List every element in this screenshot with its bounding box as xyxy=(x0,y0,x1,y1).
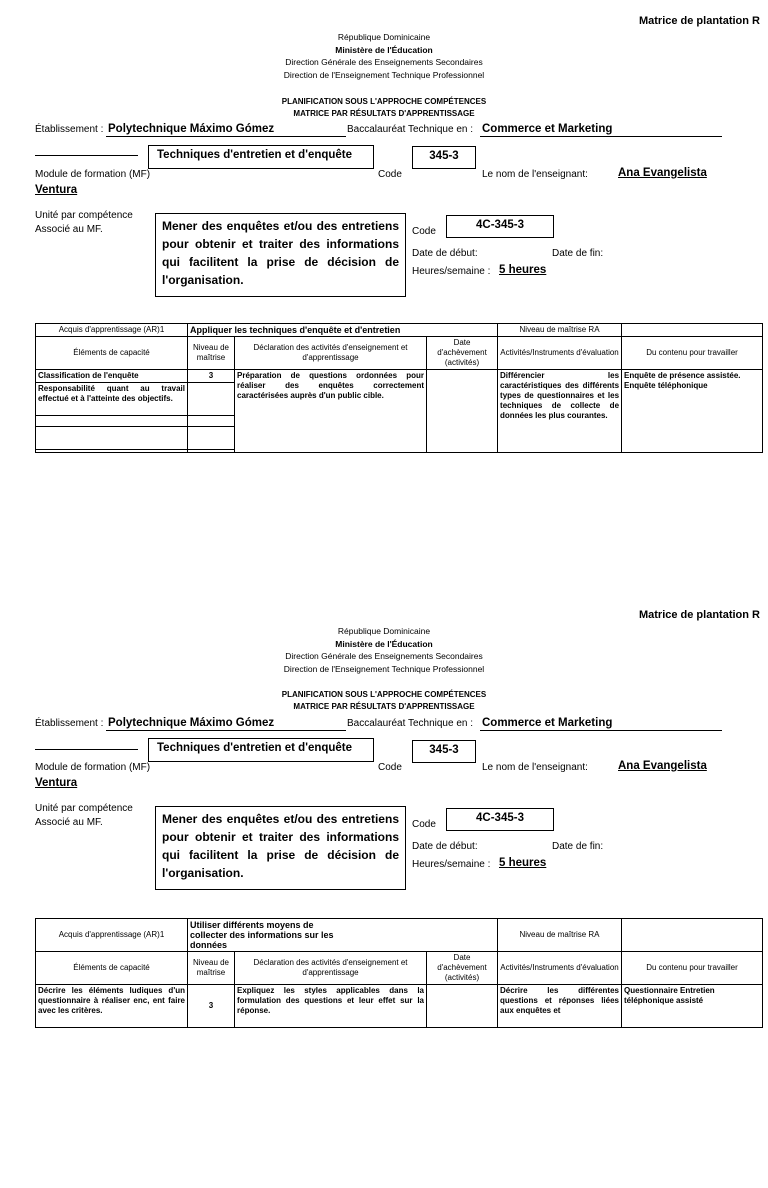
bac-value: Commerce et Marketing xyxy=(482,717,613,729)
col-elements: Éléments de capacité xyxy=(36,337,188,370)
ar-label: Acquis d'apprentissage (AR)1 xyxy=(36,919,188,952)
col-contenu: Du contenu pour travailler xyxy=(622,952,763,985)
code-label: Code xyxy=(378,762,402,773)
level-cell: 3 xyxy=(188,370,235,383)
col-niveau: Niveau de maîtrise xyxy=(188,337,235,370)
col-date: Date d'achèvement (activités) xyxy=(427,337,498,370)
element-cell xyxy=(36,450,188,453)
level-cell xyxy=(188,416,235,427)
end-date-label: Date de fin: xyxy=(552,841,604,852)
col-contenu: Du contenu pour travailler xyxy=(622,337,763,370)
document-page-2 xyxy=(0,594,768,1188)
level-ra-value xyxy=(622,919,763,952)
etablissement-label: Établissement : xyxy=(35,124,104,135)
module-underline xyxy=(35,155,138,156)
level-ra-label: Niveau de maîtrise RA xyxy=(498,324,622,337)
unit-label xyxy=(35,802,133,830)
unit-label-line2: Associé au MF. xyxy=(35,817,103,828)
unit-code-label: Code xyxy=(412,226,436,237)
hours-label: Heures/semaine : xyxy=(412,859,491,870)
module-name: Techniques d'entretien et d'enquête xyxy=(157,149,353,161)
module-underline xyxy=(35,749,138,750)
activites-cell: Différencier les caractéristiques des différents types de questionnaires et les techniques de collecte de données les plus courantes. xyxy=(498,370,622,453)
level-cell xyxy=(188,427,235,450)
hours-value: 5 heures xyxy=(499,264,547,276)
hours-value: 5 heures xyxy=(499,857,547,869)
unit-label-line1: Unité par compétence xyxy=(35,210,133,221)
institution-header xyxy=(0,31,768,81)
bac-label: Baccalauréat Technique en : xyxy=(347,124,474,135)
level-ra-value xyxy=(622,324,763,337)
module-code-box xyxy=(412,146,476,169)
plan-heading xyxy=(0,96,768,120)
end-date-label: Date de fin: xyxy=(552,248,604,259)
code-label: Code xyxy=(378,169,402,180)
element-cell: Responsabilité quant au travail effectué et à l'atteinte des objectifs. xyxy=(36,383,188,416)
start-date-label: Date de début: xyxy=(412,841,478,852)
bac-underline xyxy=(480,730,722,731)
module-code-box xyxy=(412,740,476,763)
plan-title: PLANIFICATION SOUS L'APPROCHE COMPÉTENCES xyxy=(281,690,487,699)
unit-label xyxy=(35,209,133,237)
module-name-box xyxy=(148,738,374,762)
table-header-row xyxy=(36,952,763,985)
direction-general: Direction Générale des Enseignements Secondaires xyxy=(285,651,483,661)
col-elements: Éléments de capacité xyxy=(36,952,188,985)
level-ra-label: Niveau de maîtrise RA xyxy=(498,919,622,952)
bac-label: Baccalauréat Technique en : xyxy=(347,718,474,729)
ministry-name: Ministère de l'Éducation xyxy=(335,638,433,649)
element-cell: Classification de l'enquête xyxy=(36,370,188,383)
col-niveau: Niveau de maîtrise xyxy=(188,952,235,985)
col-declaration: Déclaration des activités d'enseignement et d'apprentissage xyxy=(235,337,427,370)
competency-table-1 xyxy=(35,323,763,453)
level-cell xyxy=(188,383,235,416)
country-name: République Dominicaine xyxy=(337,32,431,42)
teacher-label: Le nom de l'enseignant: xyxy=(482,169,588,180)
teacher-last: Ventura xyxy=(35,184,78,196)
plan-subtitle: MATRICE PAR RÉSULTATS D'APPRENTISSAGE xyxy=(293,702,475,711)
doc-title: Matrice de plantation R xyxy=(638,15,760,27)
unit-label-line1: Unité par compétence xyxy=(35,803,133,814)
plan-heading xyxy=(0,689,768,713)
etablissement-value: Polytechnique Máximo Gómez xyxy=(108,717,275,729)
element-cell: Décrire les éléments ludiques d'un questionnaire à réaliser enc, ent faire avec les critères. xyxy=(36,985,188,1028)
level-cell: 3 xyxy=(188,985,235,1028)
module-code: 345-3 xyxy=(429,744,459,756)
table-row xyxy=(36,370,763,383)
unit-text: Mener des enquêtes et/ou des entretiens pour obtenir et traiter des informations qui facilitent la prise de décision de l'organisation. xyxy=(162,812,399,880)
declaration-cell: Préparation de questions ordonnées pour réaliser des enquêtes correctement caractérisées auprès d'un public cible. xyxy=(235,370,427,453)
col-date: Date d'achèvement (activités) xyxy=(427,952,498,985)
module-code: 345-3 xyxy=(429,150,459,162)
col-declaration: Déclaration des activités d'enseignement et d'apprentissage xyxy=(235,952,427,985)
institution-header xyxy=(0,625,768,675)
unit-code-box xyxy=(446,215,554,238)
col-activites: Activités/Instruments d'évaluation xyxy=(498,337,622,370)
declaration-cell: Expliquez les styles applicables dans la formulation des questions et leur effet sur la réponse. xyxy=(235,985,427,1028)
etablissement-underline xyxy=(106,730,346,731)
plan-subtitle: MATRICE PAR RÉSULTATS D'APPRENTISSAGE xyxy=(293,109,475,118)
etablissement-label: Établissement : xyxy=(35,718,104,729)
hours-label: Heures/semaine : xyxy=(412,266,491,277)
unit-box xyxy=(155,806,406,890)
unit-label-line2: Associé au MF. xyxy=(35,224,103,235)
unit-code: 4C-345-3 xyxy=(476,219,524,231)
table-row xyxy=(36,919,763,952)
date-cell xyxy=(427,370,498,453)
unit-text: Mener des enquêtes et/ou des entretiens pour obtenir et traiter des informations qui facilitent la prise de décision de l'organisation. xyxy=(162,219,399,287)
ar-value: Utiliser différents moyens de collecter des informations sur les données xyxy=(188,919,498,952)
ar-value: Appliquer les techniques d'enquête et d'entretien xyxy=(188,324,498,337)
module-label: Module de formation (MF) xyxy=(35,762,151,773)
table-row xyxy=(36,324,763,337)
plan-title: PLANIFICATION SOUS L'APPROCHE COMPÉTENCES xyxy=(281,97,487,106)
date-cell xyxy=(427,985,498,1028)
col-activites: Activités/Instruments d'évaluation xyxy=(498,952,622,985)
module-name: Techniques d'entretien et d'enquête xyxy=(157,742,353,754)
unit-box xyxy=(155,213,406,297)
teacher-first: Ana Evangelista xyxy=(618,760,707,772)
table-row xyxy=(36,985,763,1028)
unit-code: 4C-345-3 xyxy=(476,812,524,824)
direction-technical: Direction de l'Enseignement Technique Professionnel xyxy=(283,69,485,80)
direction-technical: Direction de l'Enseignement Technique Professionnel xyxy=(283,663,485,674)
unit-code-label: Code xyxy=(412,819,436,830)
module-label: Module de formation (MF) xyxy=(35,169,151,180)
competency-table-2 xyxy=(35,918,763,1028)
level-cell xyxy=(188,450,235,453)
ar-label: Acquis d'apprentissage (AR)1 xyxy=(36,324,188,337)
contenu-cell: Enquête de présence assistée. Enquête téléphonique xyxy=(622,370,763,453)
element-cell xyxy=(36,427,188,450)
table-header-row xyxy=(36,337,763,370)
direction-general: Direction Générale des Enseignements Secondaires xyxy=(285,57,483,67)
unit-code-box xyxy=(446,808,554,831)
start-date-label: Date de début: xyxy=(412,248,478,259)
doc-title: Matrice de plantation R xyxy=(638,609,760,621)
activites-cell: Décrire les différentes questions et réponses liées aux enquêtes et xyxy=(498,985,622,1028)
module-name-box xyxy=(148,145,374,169)
etablissement-value: Polytechnique Máximo Gómez xyxy=(108,123,275,135)
ministry-name: Ministère de l'Éducation xyxy=(335,44,433,55)
bac-underline xyxy=(480,136,722,137)
element-cell xyxy=(36,416,188,427)
country-name: République Dominicaine xyxy=(337,626,431,636)
contenu-cell: Questionnaire Entretien téléphonique assisté xyxy=(622,985,763,1028)
etablissement-underline xyxy=(106,136,346,137)
teacher-first: Ana Evangelista xyxy=(618,167,707,179)
bac-value: Commerce et Marketing xyxy=(482,123,613,135)
teacher-label: Le nom de l'enseignant: xyxy=(482,762,588,773)
teacher-last: Ventura xyxy=(35,777,78,789)
